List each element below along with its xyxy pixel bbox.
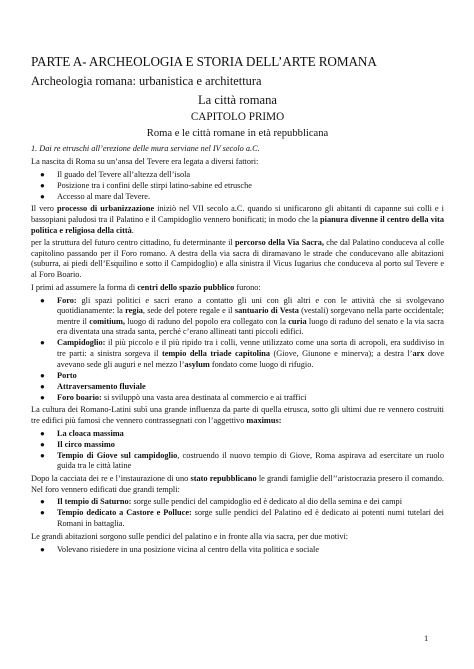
- list-item: ● Il tempio di Saturno: sorge sulle pendici del campidoglio ed è dedicato al dio della semina e dei campi: [40, 497, 403, 507]
- section-heading: 1. Dai re etruschi all’erezione delle mura serviane nel IV secolo a.C.: [31, 144, 260, 153]
- bullet-icon: ●: [40, 508, 45, 518]
- abitazioni-paragraph: Le grandi abitazioni sorgono sulle pendici del palatino e in fronte alla via sacra, per due motivi:: [31, 531, 349, 541]
- motivi-list: [31, 545, 444, 556]
- chapter-subtitle: Roma e le città romane in età repubblicana: [146, 128, 329, 139]
- list-item: ● Tempio dedicato a Castore e Polluce: sorge sulle pendici del Palatino ed è dedicato ai potenti numi tutelari dei Romani in battaglia.: [40, 508, 444, 528]
- via-sacra-paragraph: per la struttura del futuro centro cittadino, fu determinante il percorso della Via Sacra, che dal Palatino conduceva al colle capitolino passando per il Foro romano. A destra della via sacra di diramavano le strade che conducevano alle abitazioni (suburra, ai piedi dell’Esquilino e sotto il Campidoglio) e alla sinistra il Vicus Iugarius che conduceva al porto sul Tevere e al Foro Boario.: [31, 238, 444, 280]
- list-item: ● La cloaca massima: [40, 428, 124, 438]
- bullet-icon: ●: [40, 169, 45, 179]
- culture-paragraph: La cultura dei Romano-Latini subì una grande influenza da parte di quella etrusca, sotto gli ultimi due re vennero costruiti tre edifici più famosi che vennero contrassegnati con l’aggettivo maximus:: [31, 405, 444, 425]
- list-item: ● Foro: gli spazi politici e sacri erano a contatto gli uni con gli altri e con le attività che si svolgevano quotidianamente: la regia, sede del potere regale e il santuario di Vesta (vestali) sorgevano nella parte occidentale; mentre il comitium, luogo di raduno del popolo era collegato con la curia luogo di raduno del senato e la via sacra era diventata una strada santa, perché c’erano allineati tanti piccoli edifici.: [40, 295, 444, 337]
- bullet-icon: ●: [40, 450, 45, 460]
- topic-title: La città romana: [197, 93, 278, 107]
- bullet-icon: ●: [40, 370, 45, 380]
- bullet-icon: ●: [40, 428, 45, 438]
- temples-list: [31, 497, 444, 529]
- list-item: ● Il guado del Tevere all’altezza dell’isola: [40, 169, 191, 179]
- list-item: ● Campidoglio: il più piccolo e il più ripido tra i colli, venne utilizzato come una sorta di acropoli, era suddiviso in tre parti: a sinistra sorgeva il tempio della triade capitolina (Giove, Giunone e minerva); a destra l’arx dove avevano sede gli auguri e nel mezzo l’asylum fondato come luogo di rifugio.: [40, 338, 445, 369]
- bullet-icon: ●: [40, 180, 45, 190]
- list-item: ● Attraversamento fluviale: [40, 381, 146, 391]
- list-item: ● Il circo massimo: [40, 439, 115, 449]
- list-item: ● Accesso al mare dal Tevere.: [40, 191, 151, 201]
- list-item: ● Volevano risiedere in una posizione vicina al centro della vita politica e sociale: [40, 544, 320, 554]
- list-item: ● Foro boario: si sviluppò una vasta area destinata al commercio e ai traffici: [40, 392, 307, 402]
- bullet-icon: ●: [40, 439, 45, 449]
- public-spaces-paragraph: I primi ad assumere la forma di centri dello spazio pubblico furono:: [31, 282, 261, 292]
- body-text: [31, 144, 444, 557]
- urbanization-paragraph: Il vero processo di urbanizzazione iniziò nel VII secolo a.C. quando si unificarono gli abitanti di capanne sui colli e i bassopiani paludosi tra il Palatino e il Campidoglio vennero bonificati; in modo che la pianura divenne il centro della vita politica e religiosa della città.: [31, 204, 444, 235]
- list-item: ● Porto: [40, 370, 77, 380]
- republic-paragraph: Dopo la cacciata dei re e l’instaurazione di uno stato repubblicano le grandi famiglie dell’’aristocrazia presero il comando. Nel foro vennero edificati due grandi templi:: [31, 474, 444, 494]
- bullet-icon: ●: [40, 191, 45, 201]
- maximus-list: [31, 429, 444, 472]
- bullet-icon: ●: [40, 392, 45, 402]
- list-item: ● Posizione tra i confini delle stirpi latino-sabine ed etrusche: [40, 180, 252, 190]
- bullet-icon: ●: [40, 381, 45, 391]
- factors-list: [31, 170, 444, 203]
- list-item: ● Tempio di Giove sul campidoglio, costruendo il nuovo tempio di Giove, Roma aspirava ad esercitare un ruolo guida tra le città latine: [40, 450, 444, 471]
- chapter-heading: CAPITOLO PRIMO: [190, 111, 285, 123]
- part-title: PARTE A- ARCHEOLOGIA E STORIA DELL’ARTE ROMANA: [31, 54, 377, 69]
- bullet-icon: ●: [40, 295, 45, 305]
- bullet-icon: ●: [40, 497, 45, 507]
- page-number: 1: [424, 633, 429, 643]
- bullet-icon: ●: [40, 544, 45, 554]
- bullet-icon: ●: [40, 338, 45, 348]
- intro-paragraph: La nascita di Roma su un’ansa del Tevere era legata a diversi fattori:: [31, 156, 259, 166]
- public-spaces-list: [31, 296, 444, 404]
- section-subtitle: Archeologia romana: urbanistica e architettura: [31, 74, 262, 88]
